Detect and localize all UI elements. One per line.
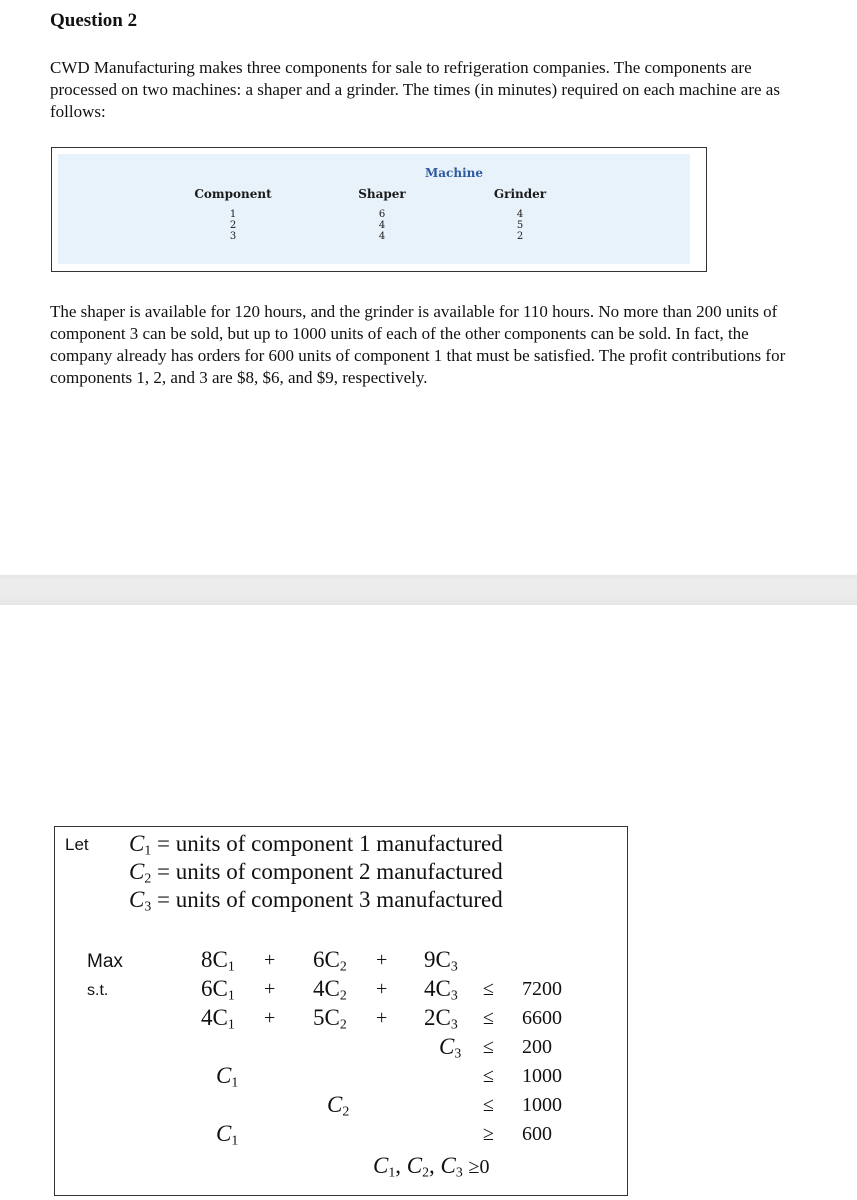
plus-sign: + xyxy=(376,1007,388,1029)
relation-sign: ≤ xyxy=(483,1007,494,1029)
definition-c1: $C_1$ = units of component 1 manufactured xyxy=(129,831,503,858)
constraint-rhs: 200 xyxy=(522,1036,552,1058)
constraint-term: $2C_3$ xyxy=(424,1005,458,1032)
objective-term-1: $8C_1$ xyxy=(201,947,235,974)
relation-sign: ≤ xyxy=(483,1094,494,1116)
constraint-rhs: 6600 xyxy=(522,1007,562,1029)
definition-c2: $C_2$ = units of component 2 manufactured xyxy=(129,859,503,886)
table-cell: 5 xyxy=(516,220,524,231)
max-label: Max xyxy=(87,951,123,972)
table-cell: 4 xyxy=(378,231,386,242)
table-header-shaper: Shaper xyxy=(358,187,406,201)
section-divider xyxy=(0,575,857,605)
constraint-term: $C_2$ xyxy=(327,1092,350,1119)
plus-sign: + xyxy=(264,978,276,1000)
table-header-component: Component xyxy=(194,187,272,201)
nonnegativity-constraint: $C_1$, $C_2$, $C_3 \ge 0$ xyxy=(373,1153,490,1180)
relation-sign: ≤ xyxy=(483,1065,494,1087)
constraint-rhs: 1000 xyxy=(522,1065,562,1087)
constraint-term: $C_1$ xyxy=(216,1063,239,1090)
times-table xyxy=(58,154,690,264)
constraint-rhs: 600 xyxy=(522,1123,552,1145)
plus-sign: + xyxy=(376,978,388,1000)
constraint-term: $4C_1$ xyxy=(201,1005,235,1032)
definition-c3: $C_3$ = units of component 3 manufactured xyxy=(129,887,503,914)
table-header-grinder: Grinder xyxy=(493,187,547,201)
constraint-term: $4C_3$ xyxy=(424,976,458,1003)
relation-sign: ≥ xyxy=(483,1123,494,1145)
details-paragraph: The shaper is available for 120 hours, and the grinder is available for 110 hours. No more than 200 units of component 3 can be sold, but up to 1000 units of each of the other components can be sold. In fact, the company already has orders for 600 units of component 1 that must be satisfied. The profit contributions for components 1, 2, and 3 are $8, $6, and $9, respectively. xyxy=(50,302,786,387)
table-cell: 4 xyxy=(378,220,386,231)
plus-sign: + xyxy=(376,949,388,971)
table-cell: 1 xyxy=(229,209,237,220)
table-cell: 4 xyxy=(516,209,524,220)
constraint-rhs: 1000 xyxy=(522,1094,562,1116)
objective-term-2: $6C_2$ xyxy=(313,947,347,974)
table-cell: 2 xyxy=(516,231,524,242)
plus-sign: + xyxy=(264,1007,276,1029)
constraint-term: $C_3$ xyxy=(439,1034,462,1061)
st-label: s.t. xyxy=(87,982,109,999)
table-cell: 3 xyxy=(229,231,237,242)
lp-model-box xyxy=(54,826,628,1196)
constraint-term: $C_1$ xyxy=(216,1121,239,1148)
let-label: Let xyxy=(65,835,89,854)
constraint-term: $4C_2$ xyxy=(313,976,347,1003)
objective-term-3: $9C_3$ xyxy=(424,947,458,974)
constraint-term: $5C_2$ xyxy=(313,1005,347,1032)
plus-sign: + xyxy=(264,949,276,971)
table-cell: 6 xyxy=(378,209,386,220)
constraint-term: $6C_1$ xyxy=(201,976,235,1003)
relation-sign: ≤ xyxy=(483,978,494,1000)
constraint-rhs: 7200 xyxy=(522,978,562,1000)
intro-paragraph: CWD Manufacturing makes three components for sale to refrigeration companies. The components are processed on two machines: a shaper and a grinder. The times (in minutes) required on each machine are as follows: xyxy=(50,58,780,121)
relation-sign: ≤ xyxy=(483,1036,494,1058)
table-cell: 2 xyxy=(229,220,237,231)
table-group-header: Machine xyxy=(424,166,483,180)
question-title: Question 2 xyxy=(50,10,138,31)
